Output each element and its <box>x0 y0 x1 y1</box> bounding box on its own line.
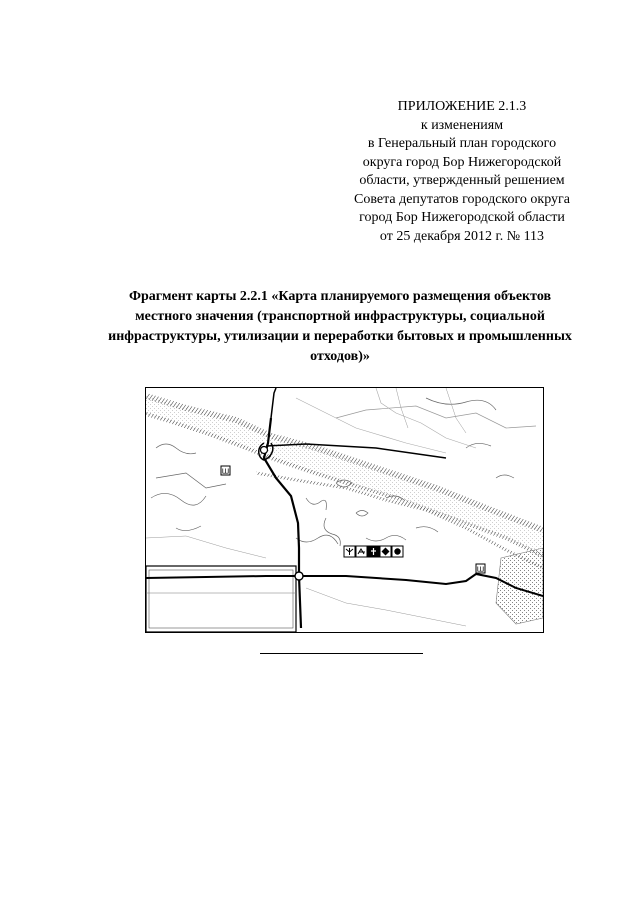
appendix-block <box>330 98 594 246</box>
map-caption <box>90 287 590 367</box>
svg-text:Ш: Ш <box>221 467 230 476</box>
map-fragment <box>145 387 544 633</box>
appendix-line: к изменениям <box>420 117 504 133</box>
svg-text:Ш: Ш <box>476 565 485 574</box>
map-symbol-left <box>221 466 230 476</box>
settlement-area <box>496 548 543 624</box>
map-symbol-right <box>476 564 485 574</box>
end-line <box>260 653 423 654</box>
appendix-line: области, утвержденный решением <box>359 173 565 188</box>
caption-line: инфраструктуры, утилизации и переработки бытовых и промышленных <box>108 329 572 344</box>
appendix-date: от 25 декабря 2012 г. № 113 <box>379 228 545 244</box>
caption-line: отходов)» <box>310 349 370 364</box>
appendix-line: город Бор Нижегородской области <box>359 210 565 225</box>
appendix-line: Совета депутатов городского округа <box>354 191 570 207</box>
caption-line: Фрагмент карты 2.2.1 «Карта планируемого размещения объектов <box>128 289 552 304</box>
appendix-title: ПРИЛОЖЕНИЕ 2.1.3 <box>397 99 527 114</box>
caption-line: местного значения (транспортной инфраструктуры, социальной <box>135 309 545 324</box>
river <box>146 388 543 568</box>
appendix-line: округа город Бор Нижегородской <box>362 154 562 170</box>
facility-icons <box>344 546 403 557</box>
appendix-line: в Генеральный план городского <box>367 136 557 151</box>
map-drawing <box>146 388 543 632</box>
